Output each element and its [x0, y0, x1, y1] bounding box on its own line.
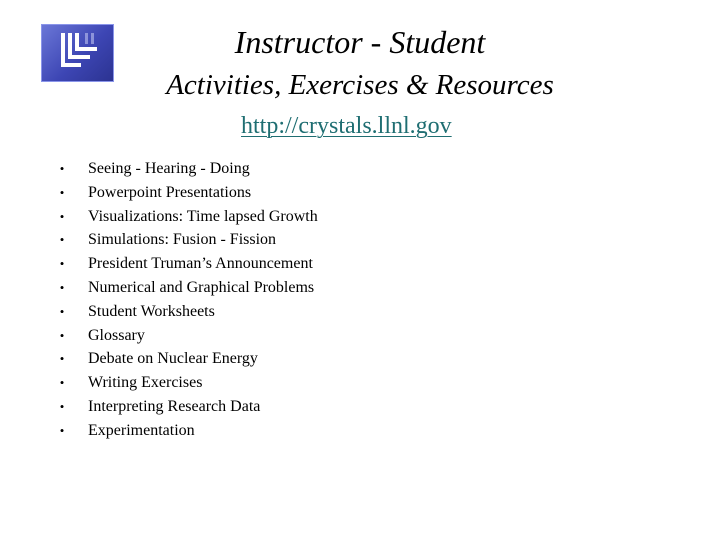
list-item-label: Experimentation — [88, 421, 195, 439]
list-item-label: Seeing - Hearing - Doing — [88, 160, 250, 177]
bullet-icon: • — [59, 327, 65, 343]
bullet-icon: • — [59, 184, 65, 200]
bullet-icon: • — [59, 208, 65, 224]
crystals-link[interactable]: http://crystals.llnl.gov — [241, 113, 452, 139]
list-item-label: Powerpoint Presentations — [88, 183, 252, 201]
list-item-label: Writing Exercises — [88, 374, 203, 392]
list-item-label: Student Worksheets — [88, 302, 215, 320]
bullet-icon: • — [59, 161, 65, 176]
list-item-label: Glossary — [88, 326, 145, 344]
bullet-icon: • — [59, 398, 65, 414]
slide-subtitle: Activities, Exercises & Resources — [166, 69, 554, 101]
bullet-icon: • — [59, 422, 65, 438]
bullet-icon: • — [59, 351, 65, 367]
bullet-icon: • — [59, 303, 65, 319]
bullet-icon: • — [59, 256, 65, 272]
list-item-label: Debate on Nuclear Energy — [88, 350, 258, 368]
slide-title: Instructor - Student — [234, 24, 486, 60]
list-item-label: Simulations: Fusion - Fission — [88, 231, 277, 249]
bullet-icon: • — [59, 375, 65, 391]
list-item-label: Numerical and Graphical Problems — [88, 278, 315, 296]
list-item-label: Visualizations: Time lapsed Growth — [88, 207, 318, 225]
list-item-label: President Truman’s Announcement — [88, 255, 313, 273]
bullet-icon: • — [59, 232, 65, 248]
list-item-label: Interpreting Research Data — [88, 397, 261, 415]
bullet-icon: • — [59, 279, 65, 295]
